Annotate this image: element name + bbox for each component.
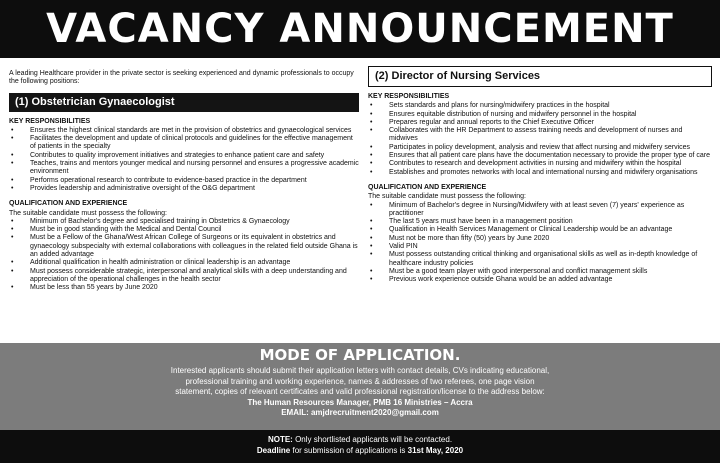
list-item: • Collaborates with the HR Department to assess training needs and development of nurses and midwives: [368, 127, 712, 144]
list-item: • Prepares regular and annual reports to the Chief Executive Officer: [368, 119, 712, 127]
deadline-text: for submission of applications is: [290, 446, 408, 455]
deadline-label: Deadline: [256, 446, 291, 455]
list-item: • Sets standards and plans for nursing/midwifery practices in the hospital: [368, 102, 712, 110]
list-item: • Ensures equitable distribution of nursing and midwifery personnel in the hospital: [368, 111, 712, 119]
list-item: • Performs operational research to contribute to evidence-based practice in the department: [9, 177, 359, 185]
list-item: • Facilitates the development and update of clinical protocols and guidelines for the effective management of patients in the specialty: [9, 135, 359, 152]
list-item: • Qualification in Health Services Management or Clinical Leadership would be an advantage: [368, 226, 712, 234]
qualification-lead: The suitable candidate must possess the following:: [368, 193, 526, 201]
section-heading: KEY RESPONSIBILITIES: [9, 117, 91, 125]
section-heading: QUALIFICATION AND EXPERIENCE: [368, 183, 487, 191]
application-section: [0, 343, 720, 430]
application-text: Interested applicants should submit their application letters with contact details, CVs indicating educational,: [170, 366, 550, 375]
list-item: • Valid PIN: [368, 243, 712, 251]
position-title-nursing: (2) Director of Nursing Services: [368, 66, 712, 87]
qualification-list: [9, 218, 359, 293]
right-column: [368, 66, 712, 285]
application-email: EMAIL: amjdrecruitment2020@gmail.com: [281, 408, 439, 417]
application-address: The Human Resources Manager, PMB 16 Ministries – Accra: [247, 397, 473, 407]
application-heading: MODE OF APPLICATION.: [259, 346, 461, 364]
page-title: VACANCY ANNOUNCEMENT: [46, 6, 674, 52]
list-item: • Contributes to quality improvement initiatives and strategies to enhance patient care and safety: [9, 152, 359, 160]
deadline-line: [0, 445, 720, 456]
responsibility-list: [368, 102, 712, 177]
list-item: • Contributes to research and development activities in nursing and midwifery within the hospital: [368, 160, 712, 168]
responsibility-list: [9, 127, 359, 193]
list-item: • Must possess outstanding critical thinking and organisational skills as well as in-depth knowledge of healthcare industry policies: [368, 251, 712, 268]
list-item: • Teaches, trains and mentors younger medical and nursing personnel and ensures a progressive academic environment: [9, 160, 359, 177]
note-text: Only shortlisted applicants will be contacted.: [292, 435, 453, 444]
list-item: • The last 5 years must have been in a management position: [368, 218, 712, 226]
banner-header: [0, 0, 720, 58]
list-item: • Ensures that all patient care plans have the documentation necessary to provide the proper type of care: [368, 152, 712, 160]
list-item: • Additional qualification in health administration or clinical leadership is an advantage: [9, 259, 359, 267]
qualification-list: [368, 202, 712, 285]
footer-note: [0, 430, 720, 463]
deadline-date: 31st May, 2020: [407, 446, 464, 455]
section-heading: QUALIFICATION AND EXPERIENCE: [9, 200, 128, 208]
list-item: • Ensures the highest clinical standards are met in the provision of obstetrics and gynaecological services: [9, 127, 359, 135]
application-text: professional training and working experience, names & addresses of two referees, one page vision: [185, 376, 535, 386]
list-item: • Participates in policy development, analysis and review that affect nursing and midwifery services: [368, 144, 712, 152]
note-label: NOTE:: [267, 435, 293, 444]
qualification-lead: The suitable candidate must possess the following:: [9, 209, 167, 217]
list-item: • Must be a good team player with good interpersonal and conflict management skills: [368, 268, 712, 276]
list-item: • Provides leadership and administrative oversight of the O&G department: [9, 185, 359, 193]
intro-text: A leading Healthcare provider in the private sector is seeking experienced and dynamic professionals to occupy the following positions:: [9, 70, 354, 86]
list-item: • Must be a Fellow of the Ghana/West African College of Surgeons or its equivalent in obstetrics and gynaecology subspecialty with external collaborations with colleagues in the related field outside Ghana is an added advantage: [9, 234, 359, 259]
list-item: • Must possess considerable strategic, interpersonal and analytical skills with a deep understanding and appreciation of the operational challenges in the health sector: [9, 268, 359, 285]
application-text: statement, copies of relevant certificates and valid professional registration/license to the address below:: [175, 387, 545, 396]
list-item: • Must be less than 55 years by June 2020: [9, 284, 359, 292]
position-title-obgyn: (1) Obstetrician Gynaecologist: [9, 93, 359, 112]
section-heading: KEY RESPONSIBILITIES: [368, 93, 450, 100]
list-item: • Minimum of Bachelor's degree and specialised training in Obstetrics & Gynaecology: [9, 218, 359, 226]
note-line: [0, 434, 720, 445]
list-item: • Establishes and promotes networks with local and international nursing and midwifery organisations: [368, 169, 712, 177]
list-item: • Must be in good standing with the Medical and Dental Council: [9, 226, 359, 234]
list-item: • Minimum of Bachelor's degree in Nursing/Midwifery with at least seven (7) years' experience as practitioner: [368, 202, 712, 219]
list-item: • Previous work experience outside Ghana would be an added advantage: [368, 276, 712, 284]
left-column: [9, 70, 359, 293]
list-item: • Must not be more than fifty (50) years by June 2020: [368, 235, 712, 243]
